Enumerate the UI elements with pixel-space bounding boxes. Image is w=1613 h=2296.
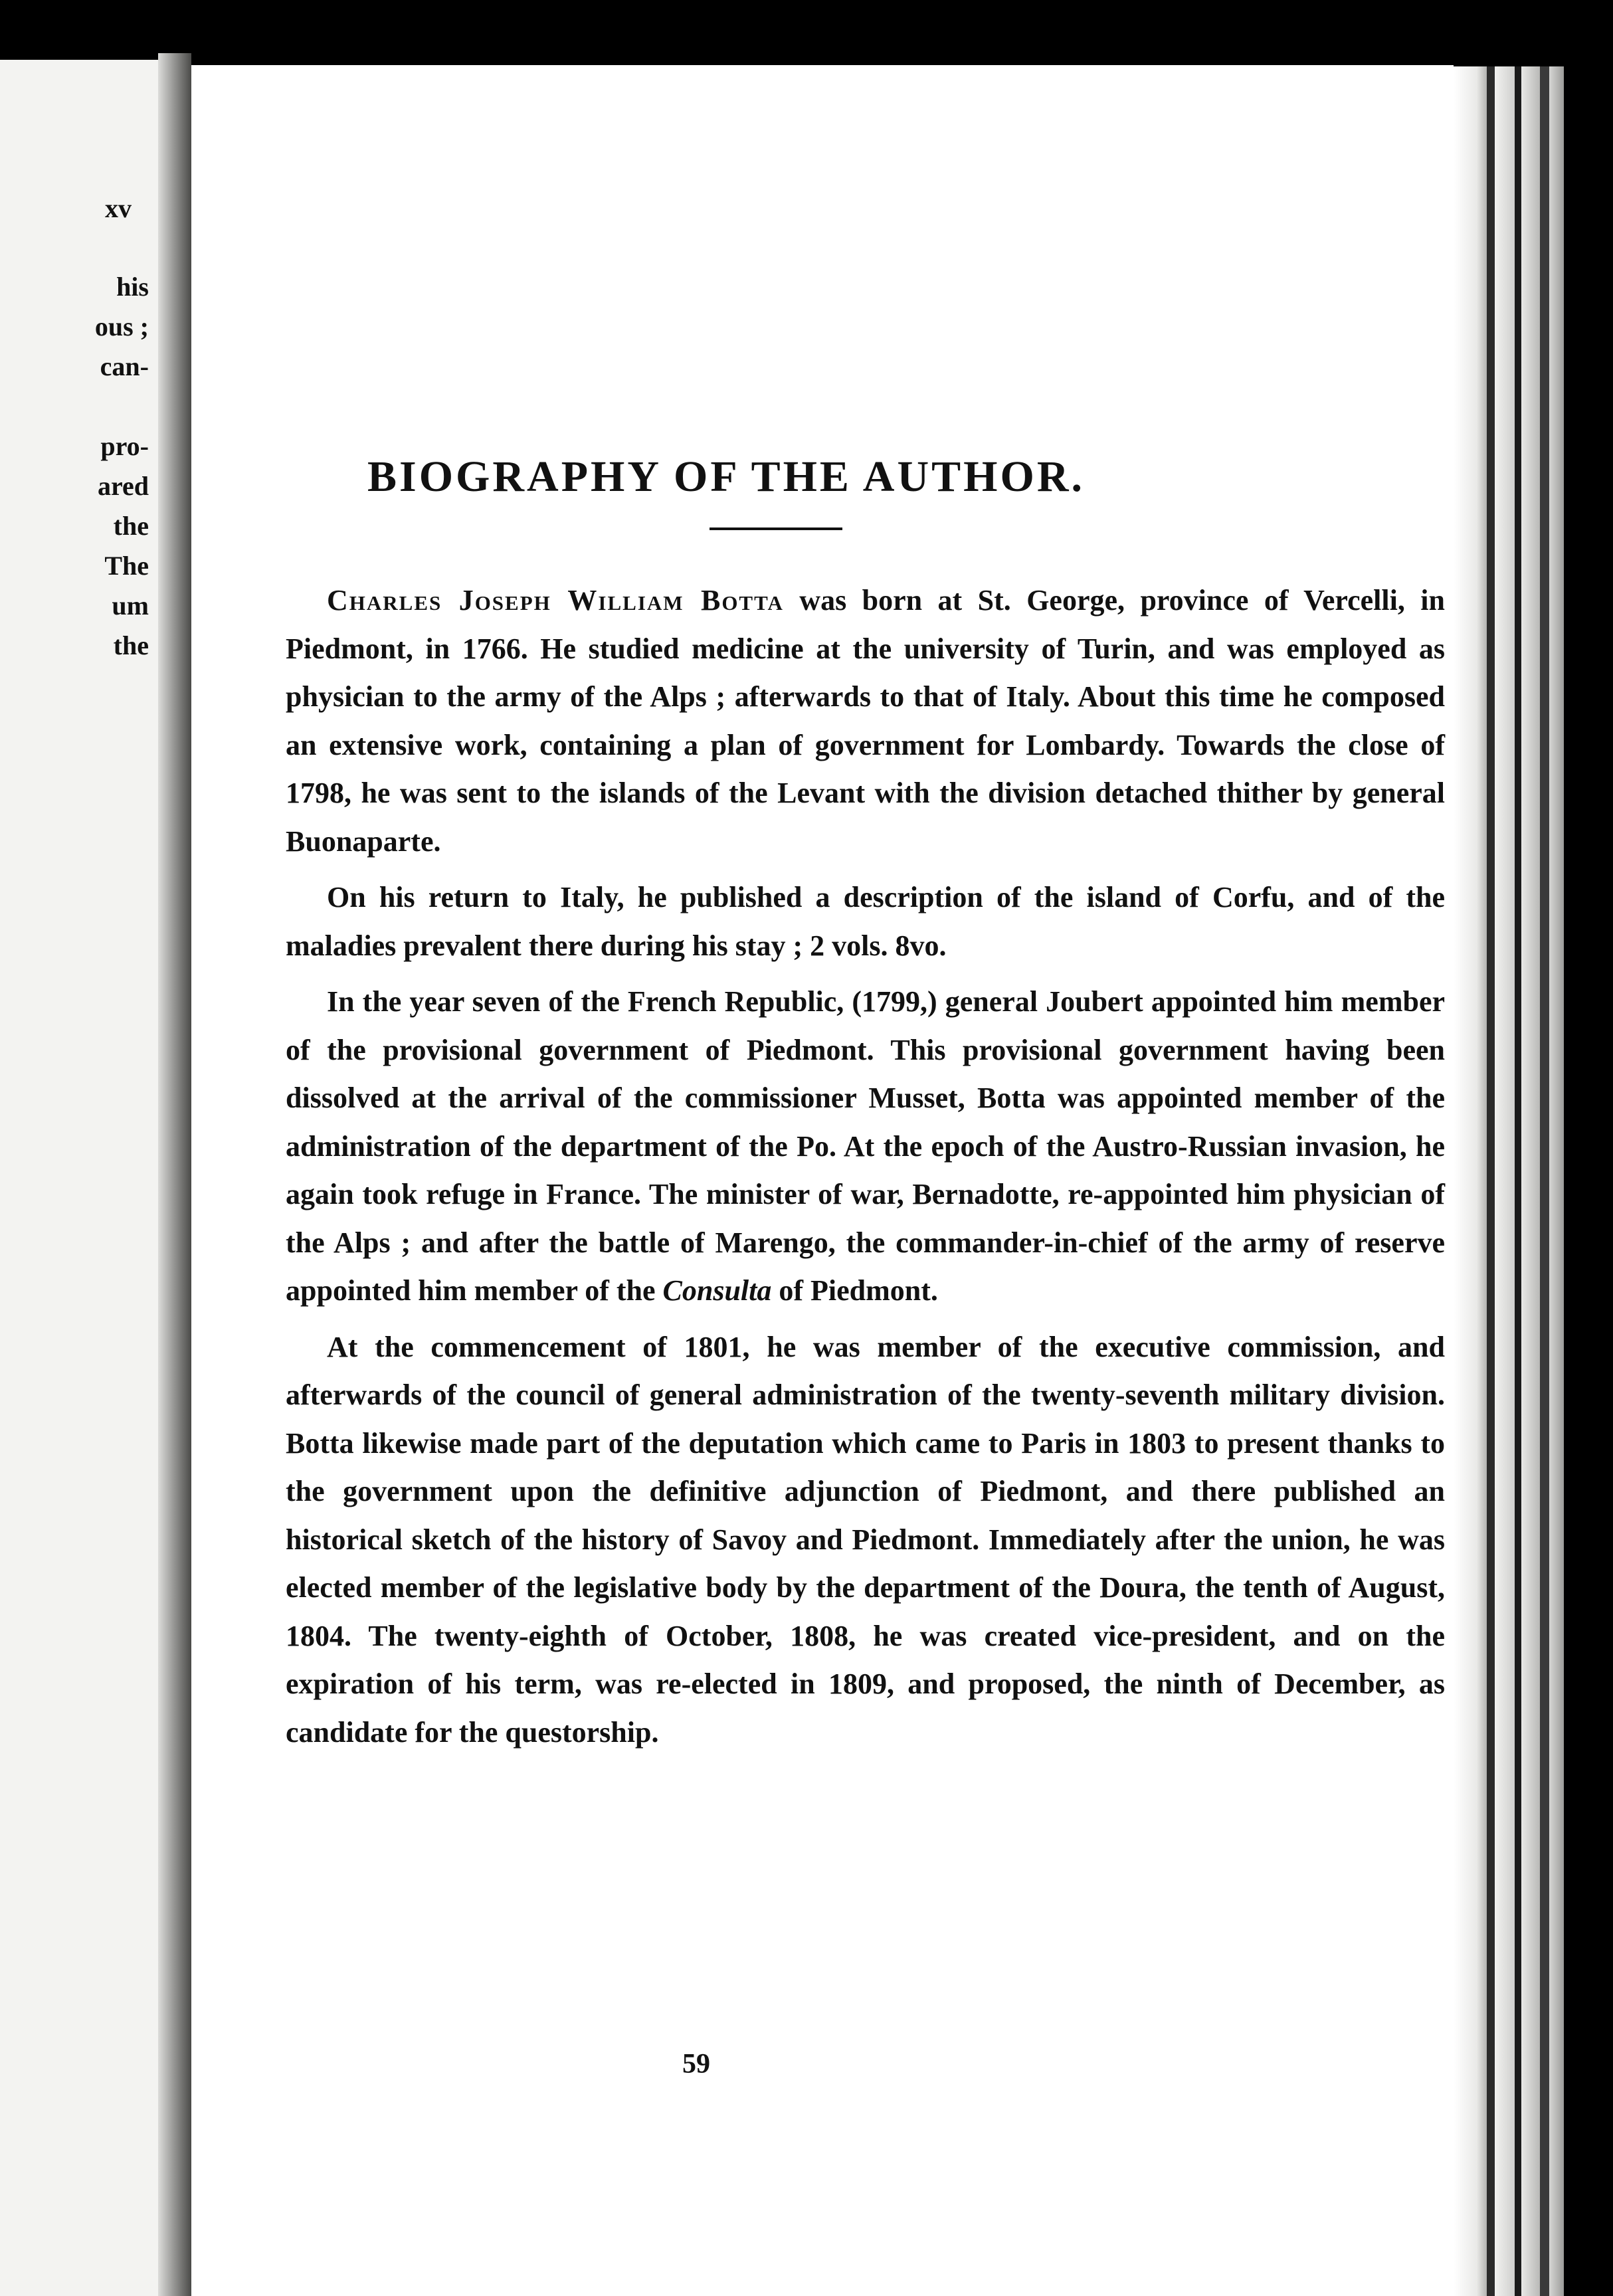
paragraph-2: On his return to Italy, he published a description of the island of Corfu, and of the maladies prevalent there during his stay ; 2 vols. 8vo. [286, 881, 1445, 962]
left-line-fragment: pro- [100, 431, 149, 461]
book-gutter [158, 53, 191, 2296]
paragraph-4: At the commencement of 1801, he was member of the executive commission, and afterwards of the council of general administration of the twenty-seventh military division. Botta likewise made part of the deputation which came to Paris in 1803 to present thanks to the government upon the definitive adjunction of Piedmont, and there published an historical sketch of the history of Savoy and Piedmont. Immediately after the union, he was elected member of the legislative body by the department of the Doura, the tenth of August, 1804. The twenty-eighth of October, 1808, he was created vice-president, and on the expiration of his term, was re-elected in 1809, and proposed, the ninth of December, as candidate for the questorship. [286, 1330, 1445, 1749]
page-edge [1487, 66, 1495, 2296]
paragraph-3 [286, 978, 1445, 1315]
left-line-fragment: the [113, 630, 149, 660]
page-edge [1521, 66, 1540, 2296]
page-edge [1564, 66, 1613, 2296]
biography-body [286, 577, 1445, 1757]
signature-mark: 59 [682, 2049, 710, 2079]
paragraph-3-text: In the year seven of the French Republic, (1799,) general Joubert appointed him member of the provisional government of Piedmont. This provisional government having been dissolved at the arrival of the commissioner Musset, Botta was appointed member of the administration of the department of the Po. At the epoch of the Austro-Russian invasion, he again took refuge in France. The minister of war, Bernadotte, re-appointed him physician of the Alps ; and after the battle of Marengo, the commander-in-chief of the army of reserve appointed him member of the [286, 985, 1445, 1307]
paragraph-3-end: of Piedmont. [771, 1274, 938, 1307]
page-edge [1454, 66, 1487, 2296]
left-line-fragment: can- [100, 351, 149, 381]
paragraph-1-text: was born at St. George, province of Vercelli, in Piedmont, in 1766. He studied medicine at the university of Turin, and was employed as physician to the army of the Alps ; afterwards to that of Italy. About this time he composed an extensive work, containing a plan of government for Lombardy. Towards the close of 1798, he was sent to the islands of the Levant with the division detached thither by general Buonaparte. [286, 584, 1445, 858]
subject-name: Charles Joseph William Botta [327, 584, 784, 617]
italic-term: Consulta [662, 1274, 772, 1307]
left-line-fragment: the [113, 511, 149, 541]
page-edge [1515, 66, 1521, 2296]
left-line-fragment: um [112, 591, 149, 621]
left-line-fragment: ous ; [94, 312, 149, 341]
left-running-head: xv [105, 193, 132, 223]
page-edge [1495, 66, 1515, 2296]
main-page [191, 65, 1454, 2296]
paragraph-1 [286, 577, 1445, 866]
left-line-fragment: The [104, 551, 149, 581]
previous-page-fragment [0, 60, 158, 2296]
left-line-fragment: his [116, 272, 149, 302]
page-edge [1540, 66, 1549, 2296]
title-rule [710, 527, 842, 530]
left-line-fragment: ared [97, 471, 149, 501]
page-title: BIOGRAPHY OF THE AUTHOR. [367, 452, 1085, 502]
page-edge [1549, 66, 1564, 2296]
